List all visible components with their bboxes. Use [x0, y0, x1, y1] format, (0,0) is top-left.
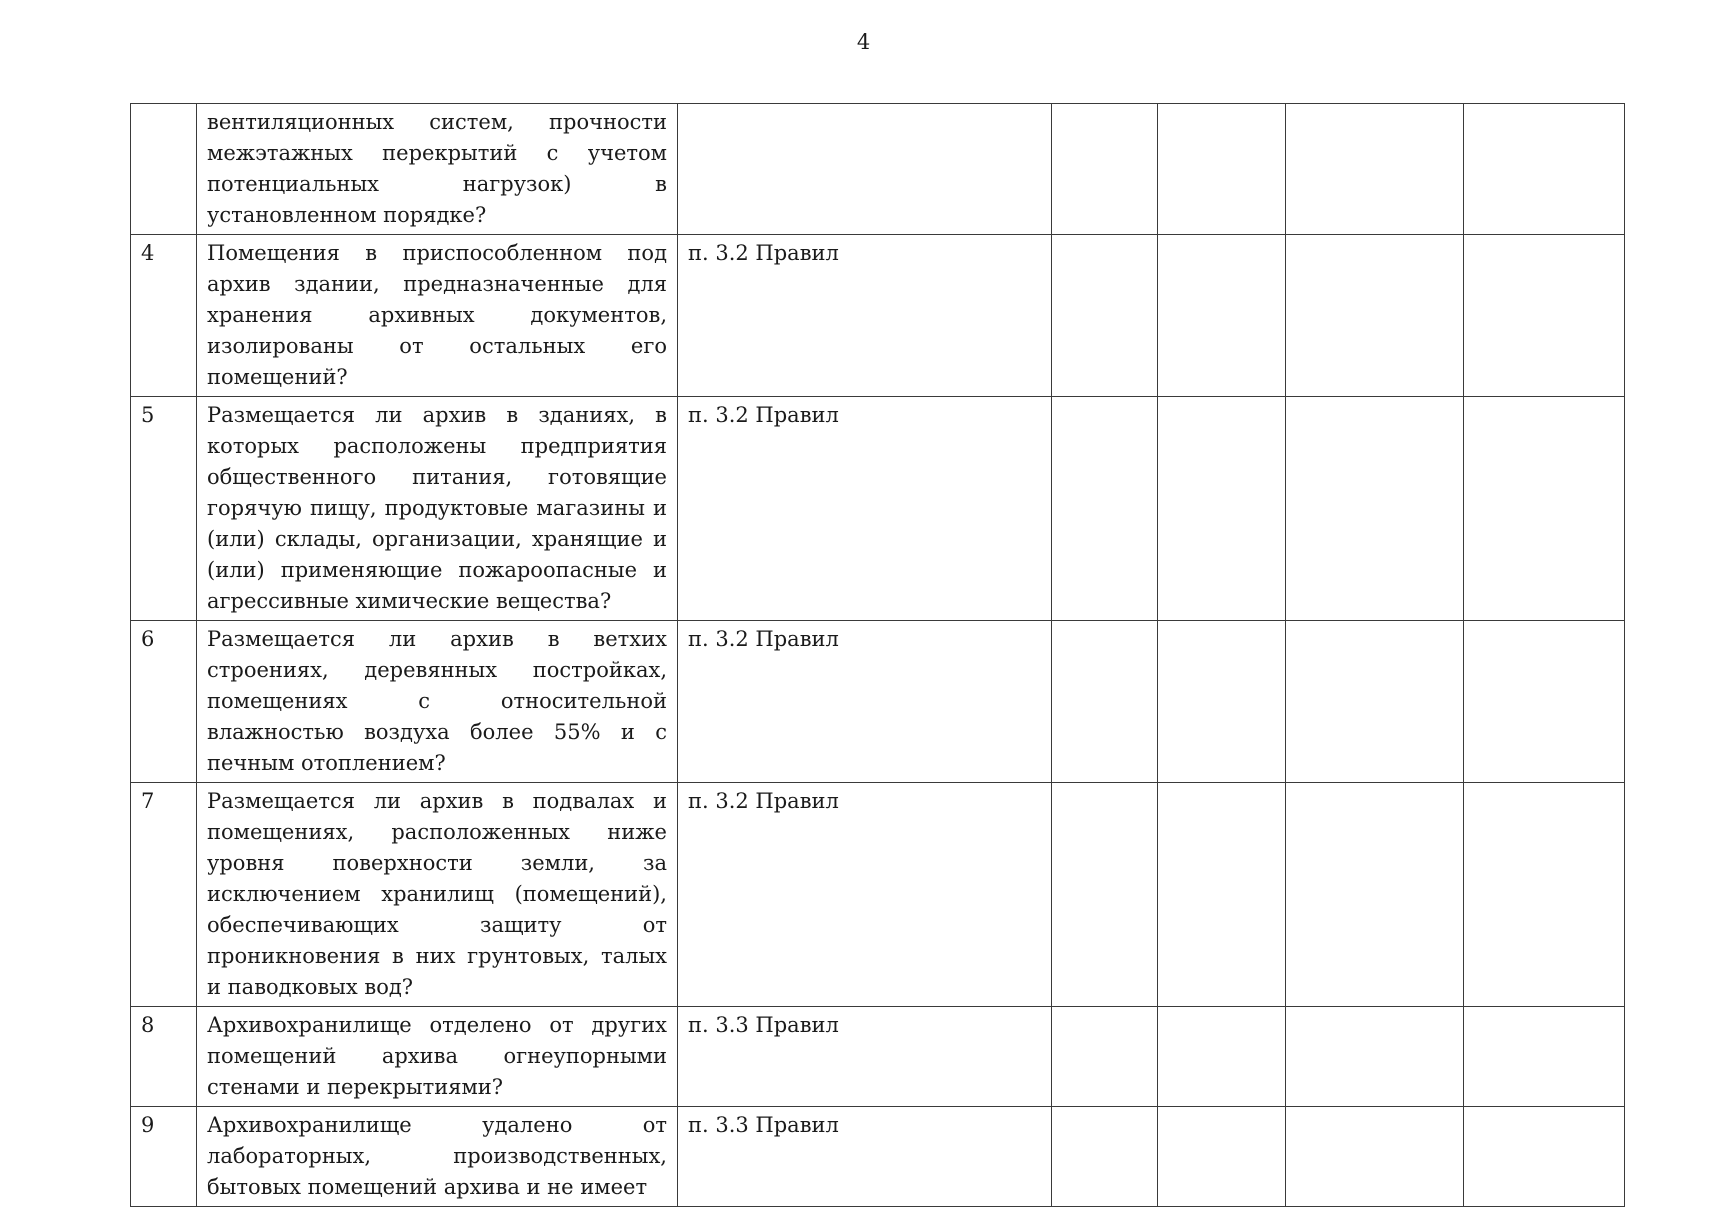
question-cell: Размещается ли архив в зданиях, в которых расположены предприятия общественного питания, готовящие горячую пищу, продуктовые магазины и (или) склады, организации, хранящие и (или) применяющие пожароопасные и агрессивные химические вещества?	[197, 397, 678, 621]
row-number-cell: 4	[131, 235, 197, 397]
question-cell: Помещения в приспособленном под архив здании, предназначенные для хранения архивных документов, изолированы от остальных его помещений?	[197, 235, 678, 397]
table-row	[131, 621, 1625, 783]
answer-na-cell[interactable]	[1286, 235, 1464, 397]
reference-cell: п. 3.2 Правил	[678, 397, 1052, 621]
answer-no-cell[interactable]	[1158, 1007, 1286, 1107]
row-number-cell: 9	[131, 1107, 197, 1207]
question-cell: вентиляционных систем, прочности межэтажных перекрытий с учетом потенциальных нагрузок) в установленном порядке?	[197, 104, 678, 235]
reference-cell: п. 3.2 Правил	[678, 235, 1052, 397]
note-cell[interactable]	[1464, 397, 1625, 621]
question-cell: Размещается ли архив в ветхих строениях, деревянных постройках, помещениях с относительной влажностью воздуха более 55% и с печным отоплением?	[197, 621, 678, 783]
page-number: 4	[856, 30, 871, 54]
row-number-cell: 8	[131, 1007, 197, 1107]
table-row	[131, 235, 1625, 397]
answer-no-cell[interactable]	[1158, 1107, 1286, 1207]
answer-na-cell[interactable]	[1286, 104, 1464, 235]
question-cell: Архивохранилище отделено от других помещений архива огнеупорными стенами и перекрытиями?	[197, 1007, 678, 1107]
answer-yes-cell[interactable]	[1052, 1107, 1158, 1207]
row-number-cell: 5	[131, 397, 197, 621]
row-number-cell	[131, 104, 197, 235]
checklist-table	[130, 103, 1625, 1207]
reference-cell	[678, 104, 1052, 235]
answer-no-cell[interactable]	[1158, 397, 1286, 621]
note-cell[interactable]	[1464, 783, 1625, 1007]
answer-na-cell[interactable]	[1286, 621, 1464, 783]
answer-yes-cell[interactable]	[1052, 1007, 1158, 1107]
note-cell[interactable]	[1464, 621, 1625, 783]
question-cell: Архивохранилище удалено от лабораторных, производственных, бытовых помещений архива и не имеет	[197, 1107, 678, 1207]
table-row	[131, 104, 1625, 235]
row-number-cell: 7	[131, 783, 197, 1007]
table-row	[131, 783, 1625, 1007]
note-cell[interactable]	[1464, 1107, 1625, 1207]
reference-cell: п. 3.3 Правил	[678, 1107, 1052, 1207]
answer-na-cell[interactable]	[1286, 397, 1464, 621]
answer-no-cell[interactable]	[1158, 235, 1286, 397]
reference-cell: п. 3.2 Правил	[678, 783, 1052, 1007]
note-cell[interactable]	[1464, 235, 1625, 397]
note-cell[interactable]	[1464, 104, 1625, 235]
answer-no-cell[interactable]	[1158, 104, 1286, 235]
answer-no-cell[interactable]	[1158, 783, 1286, 1007]
question-cell: Размещается ли архив в подвалах и помещениях, расположенных ниже уровня поверхности земли, за исключением хранилищ (помещений), обеспечивающих защиту от проникновения в них грунтовых, талых и паводковых вод?	[197, 783, 678, 1007]
answer-no-cell[interactable]	[1158, 621, 1286, 783]
note-cell[interactable]	[1464, 1007, 1625, 1107]
answer-na-cell[interactable]	[1286, 783, 1464, 1007]
answer-yes-cell[interactable]	[1052, 783, 1158, 1007]
table-row	[131, 1007, 1625, 1107]
answer-yes-cell[interactable]	[1052, 235, 1158, 397]
row-number-cell: 6	[131, 621, 197, 783]
table-row	[131, 1107, 1625, 1207]
reference-cell: п. 3.2 Правил	[678, 621, 1052, 783]
answer-yes-cell[interactable]	[1052, 397, 1158, 621]
answer-yes-cell[interactable]	[1052, 621, 1158, 783]
answer-na-cell[interactable]	[1286, 1007, 1464, 1107]
answer-yes-cell[interactable]	[1052, 104, 1158, 235]
table-row	[131, 397, 1625, 621]
reference-cell: п. 3.3 Правил	[678, 1007, 1052, 1107]
answer-na-cell[interactable]	[1286, 1107, 1464, 1207]
